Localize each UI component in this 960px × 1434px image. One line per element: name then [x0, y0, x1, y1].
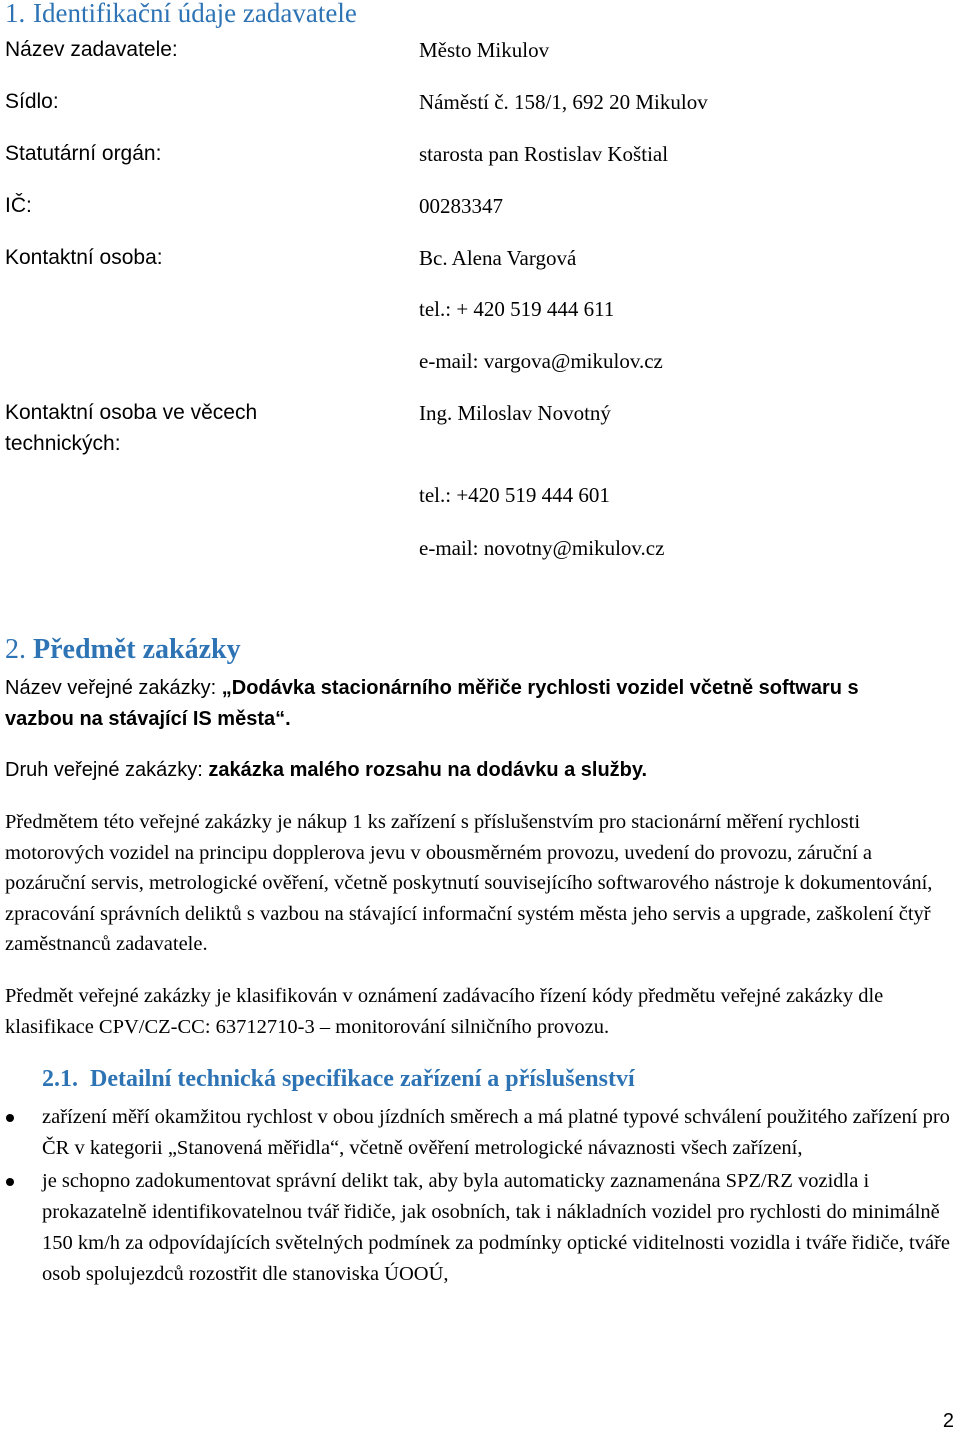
contract-name-line2: [5, 704, 291, 734]
value-contracting-authority: Město Mikulov: [419, 38, 550, 62]
section-2-heading: [5, 634, 241, 666]
section-1-number: 1.: [5, 0, 26, 28]
label-technical-contact-line2: technických:: [5, 432, 121, 455]
classification-paragraph: Předmět veřejné zakázky je klasifikován v oznámení zadávacího řízení kódy předmětu veřejné zakázky dle klasifikace CPV/CZ-CC: 63712710-3 – monitorování silničního provozu.: [5, 985, 884, 1038]
contract-type-label: Druh veřejné zakázky:: [5, 759, 209, 781]
subject-paragraph: Předmětem této veřejné zakázky je nákup 1 ks zařízení s příslušenstvím pro stacionární měření rychlosti motorových vozidel na principu dopplerova jevu v obousměrném provozu, uvedení do provozu, záruční a pozáruční servis, metrologické ověření, včetně poskytnutí souvisejícího softwarového nástroje k dokumentování, zpracování správních deliktů s vazbou na stávající informační systém města jeho servis a upgrade, zaškolení čtyř zaměstnanců zadavatele.: [5, 811, 933, 955]
list-item: [0, 1102, 957, 1164]
label-technical-contact-line1: Kontaktní osoba ve věcech: [5, 401, 258, 424]
page-number: 2: [942, 1410, 954, 1432]
technical-contact-email: e-mail: novotny@mikulov.cz: [419, 536, 665, 560]
section-2-number: 2.: [5, 634, 26, 665]
contract-type-value: zakázka malého rozsahu na dodávku a služby.: [208, 759, 648, 781]
section-1-heading: [5, 0, 357, 29]
list-item-text: je schopno zadokumentovat správní delikt tak, aby byla automaticky zaznamenána SPZ/RZ vozidla i prokazatelně identifikovatelnou tvář řidiče, jak osobních, tak i nákladních vozidel pro rychlosti do minimálně 150 km/h za odpovídajících světelných podmínek za podmínky optické viditelnosti vozidla i tváře řidiče, tváře osob spolujezdců rozostřit dle stanoviska ÚOOÚ,: [42, 1170, 951, 1285]
list-item-text: zařízení měří okamžitou rychlost v obou jízdních směrech a má platné typové schválení použitého zařízení pro ČR v kategorii „Stanovená měřidla“, včetně ověření metrologické návaznosti všech zařízení,: [42, 1106, 950, 1159]
value-ico: 00283347: [419, 194, 503, 218]
contract-name-value-2: vazbou na stávající IS města“.: [5, 708, 291, 730]
contract-name-value-1: „Dodávka stacionárního měřiče rychlosti vozidel včetně softwaru s: [221, 677, 859, 699]
value-contact-person: Bc. Alena Vargová: [419, 246, 577, 270]
section-2-1-title: Detailní technická specifikace zařízení a příslušenství: [90, 1066, 635, 1092]
value-technical-contact: Ing. Miloslav Novotný: [419, 401, 611, 425]
value-seat: Náměstí č. 158/1, 692 20 Mikulov: [419, 90, 708, 114]
contract-type-line: [5, 755, 647, 785]
contract-name-line1: [5, 673, 859, 703]
label-statutory-body: Statutární orgán:: [5, 142, 162, 165]
contract-name-label: Název veřejné zakázky:: [5, 677, 222, 699]
bullet-icon: [6, 1114, 14, 1122]
specification-list: [0, 1102, 960, 1292]
contact-person-email: e-mail: vargova@mikulov.cz: [419, 349, 663, 373]
section-2-1-number: 2.1.: [42, 1066, 78, 1092]
value-statutory-body: starosta pan Rostislav Koštial: [419, 142, 669, 166]
label-contact-person: Kontaktní osoba:: [5, 246, 163, 269]
technical-contact-phone: tel.: +420 519 444 601: [419, 483, 610, 507]
contact-person-phone: tel.: + 420 519 444 611: [419, 297, 615, 321]
list-item: [0, 1166, 957, 1290]
section-1-title: Identifikační údaje zadavatele: [33, 0, 357, 28]
section-2-1-heading: [42, 1066, 635, 1093]
bullet-icon: [6, 1178, 14, 1186]
label-seat: Sídlo:: [5, 90, 59, 113]
label-ico: IČ:: [5, 194, 32, 217]
label-contracting-authority: Název zadavatele:: [5, 38, 178, 61]
section-2-title: Předmět zakázky: [33, 634, 241, 665]
